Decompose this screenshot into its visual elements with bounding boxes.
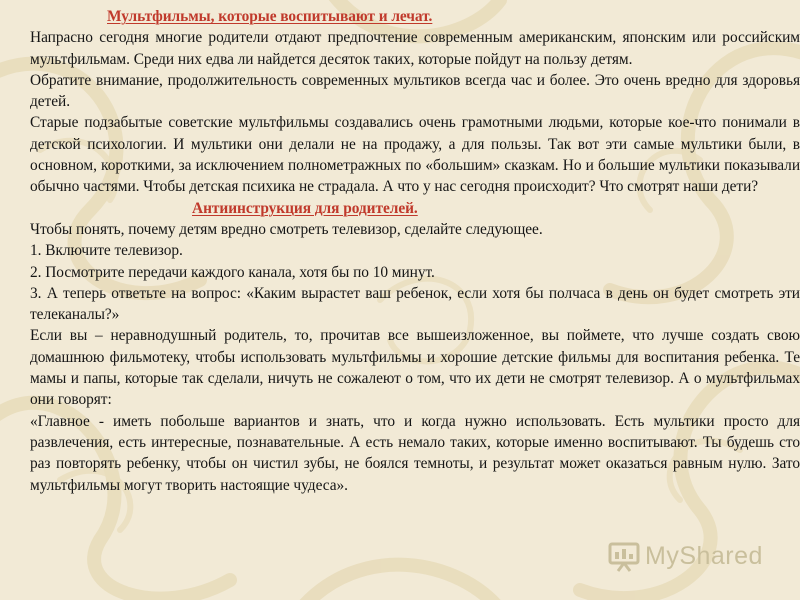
paragraph-home-library: Если вы – неравнодушный родитель, то, прочитав все вышеизложенное, вы поймете, что лучше создать свою домашнюю фильмотеку, чтобы использовать мультфильмы и хорошие детские фильмы для воспитания ребенка. Те мамы и папы, которые так сделали, ничуть не сожалеют о том, что их дети не смотрят телевизор. А о мультфильмах они говорят: [30,327,800,409]
watermark-text: MyShared [645,541,763,570]
anti-instruction-heading: Антиинструкция для родителей. [192,199,418,217]
paragraph-instructions-intro: Чтобы понять, почему детям вредно смотреть телевизор, сделайте следующее. [30,220,543,238]
step-3: 3. А теперь ответьте на вопрос: «Каким вырастет ваш ребенок, если хотя бы полчаса в день он будет смотреть эти телеканалы?» [30,284,800,324]
title-heading: Мультфильмы, которые воспитывают и лечат. [107,8,433,25]
document-body [30,6,800,496]
watermark-logo [607,538,767,574]
paragraph-duration: Обратите внимание, продолжительность современных мультиков всегда час и более. Это очень вредно для здоровья детей. [30,71,800,111]
paragraph-intro: Напрасно сегодня многие родители отдают предпочтение современным американским, японским или российским мультфильмам. Среди них едва ли найдется десяток таких, которые пойдут на пользу детям. [30,29,800,68]
paragraph-quote: «Главное - иметь побольше вариантов и знать, что и когда нужно использовать. Есть мультики просто для развлечения, есть интересные, познавательные. А есть немало таких, которые именно воспитывают. Ты будешь сто раз повторять ребенку, чтобы он чистил зубы, не боялся темноты, и результат может оказаться равным нулю. Зато мультфильмы могут творить настоящие чудеса». [30,412,800,494]
step-1: 1. Включите телевизор. [30,242,183,260]
step-2: 2. Посмотрите передачи каждого канала, хотя бы по 10 минут. [30,263,435,281]
presentation-board-icon [607,539,641,573]
paragraph-soviet-cartoons: Старые подзабытые советские мультфильмы создавались очень грамотными людьми, которые кое-что понимали в детской психологии. И мультики они делали не на продажу, а для пользы. Так вот эти самые мультики были, в основном, короткими, за исключением полнометражных по «большим» сказкам. Но и большие мультики показывали обычно частями. Чтобы детская психика не страдала. А что у нас сегодня происходит? Что смотрят наши дети? [30,114,800,196]
